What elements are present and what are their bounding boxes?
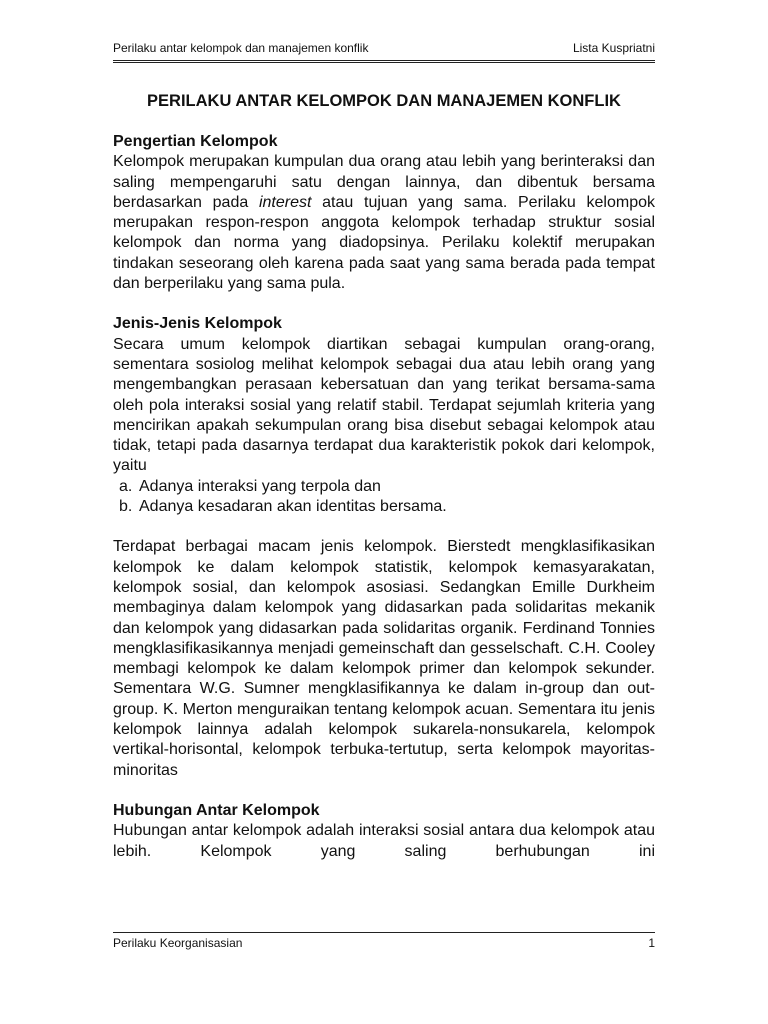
paragraph-jenis-intro: Secara umum kelompok diartikan sebagai kumpulan orang-orang, sementara sosiolog melihat kelompok sebagai dua atau lebih orang yang mengembangkan perasaan kebersatuan dan yang terikat bersama-sama oleh pola interaksi sosial yang relatif stabil. Terdapat sejumlah kriteria yang mencirikan apakah sekumpulan orang bisa disebut sebagai kelompok atau tidak, tetapi pada dasarnya terdapat dua karakteristik pokok dari kelompok, yaitu (113, 335, 655, 475)
characteristics-list (113, 477, 655, 518)
section-heading-hubungan: Hubungan Antar Kelompok (113, 801, 320, 819)
paragraph-text: atau tujuan yang sama. Perilaku kelompok merupakan respon-respon anggota kelompok terhadap struktur sosial kelompok dan norma yang diadopsinya. Perilaku kolektif merupakan tindakan seseorang oleh karena pada saat yang sama berada pada tempat dan berperilaku yang sama pula. (113, 193, 655, 293)
section-heading-pengertian: Pengertian Kelompok (113, 133, 278, 150)
paragraph-jenis-classification: Terdapat berbagai macam jenis kelompok. Bierstedt mengklasifikasikan kelompok ke dalam kelompok statistik, kelompok kemasyarakatan, kelompok sosial, dan kelompok asosiasi. Sedangkan Emille Durkheim membaginya dalam kelompok yang didasarkan pada solidaritas mekanik dan kelompok yang didasarkan pada solidaritas organik. Ferdinand Tonnies mengklasifikasikannya menjadi gemeinschaft dan gesselschaft. C.H. Cooley membagi kelompok ke dalam kelompok primer dan kelompok sekunder. Sementara W.G. Sumner mengklasifikannya ke dalam in-group dan out-group. K. Merton menguraikan tentang kelompok acuan. Sementara itu jenis kelompok lainnya adalah kelompok sukarela-nonsukarela, kelompok vertikal-horisontal, kelompok terbuka-tertutup, serta kelompok mayoritas-minoritas (113, 538, 655, 779)
italic-term: interest (258, 193, 312, 211)
list-marker: b. (119, 498, 133, 516)
list-item-text: Adanya interaksi yang terpola dan (139, 477, 381, 495)
page-number: 1 (648, 936, 655, 950)
page-header (113, 40, 655, 63)
document-body (113, 90, 655, 862)
paragraph-text: Kelompok merupakan kumpulan dua orang atau lebih yang berinteraksi dan saling mempengaruhi satu dengan lainnya, dan dibentuk bersama berdasarkan pada (113, 153, 655, 211)
list-item (113, 477, 655, 497)
footer-left-text: Perilaku Keorganisasian (113, 936, 243, 950)
header-left-text: Perilaku antar kelompok dan manajemen konflik (113, 41, 369, 55)
paragraph-hubungan: Hubungan antar kelompok adalah interaksi sosial antara dua kelompok atau lebih. Kelompok yang saling berhubungan ini (113, 822, 655, 860)
list-item-text: Adanya kesadaran akan identitas bersama. (139, 498, 447, 516)
page-footer (113, 932, 655, 951)
document-title: PERILAKU ANTAR KELOMPOK DAN MANAJEMEN KONFLIK (147, 92, 621, 110)
list-marker: a. (119, 477, 133, 495)
header-author: Lista Kuspriatni (572, 41, 655, 55)
paragraph-pengertian (113, 152, 655, 294)
list-item (113, 497, 655, 517)
section-heading-jenis: Jenis-Jenis Kelompok (113, 315, 282, 333)
